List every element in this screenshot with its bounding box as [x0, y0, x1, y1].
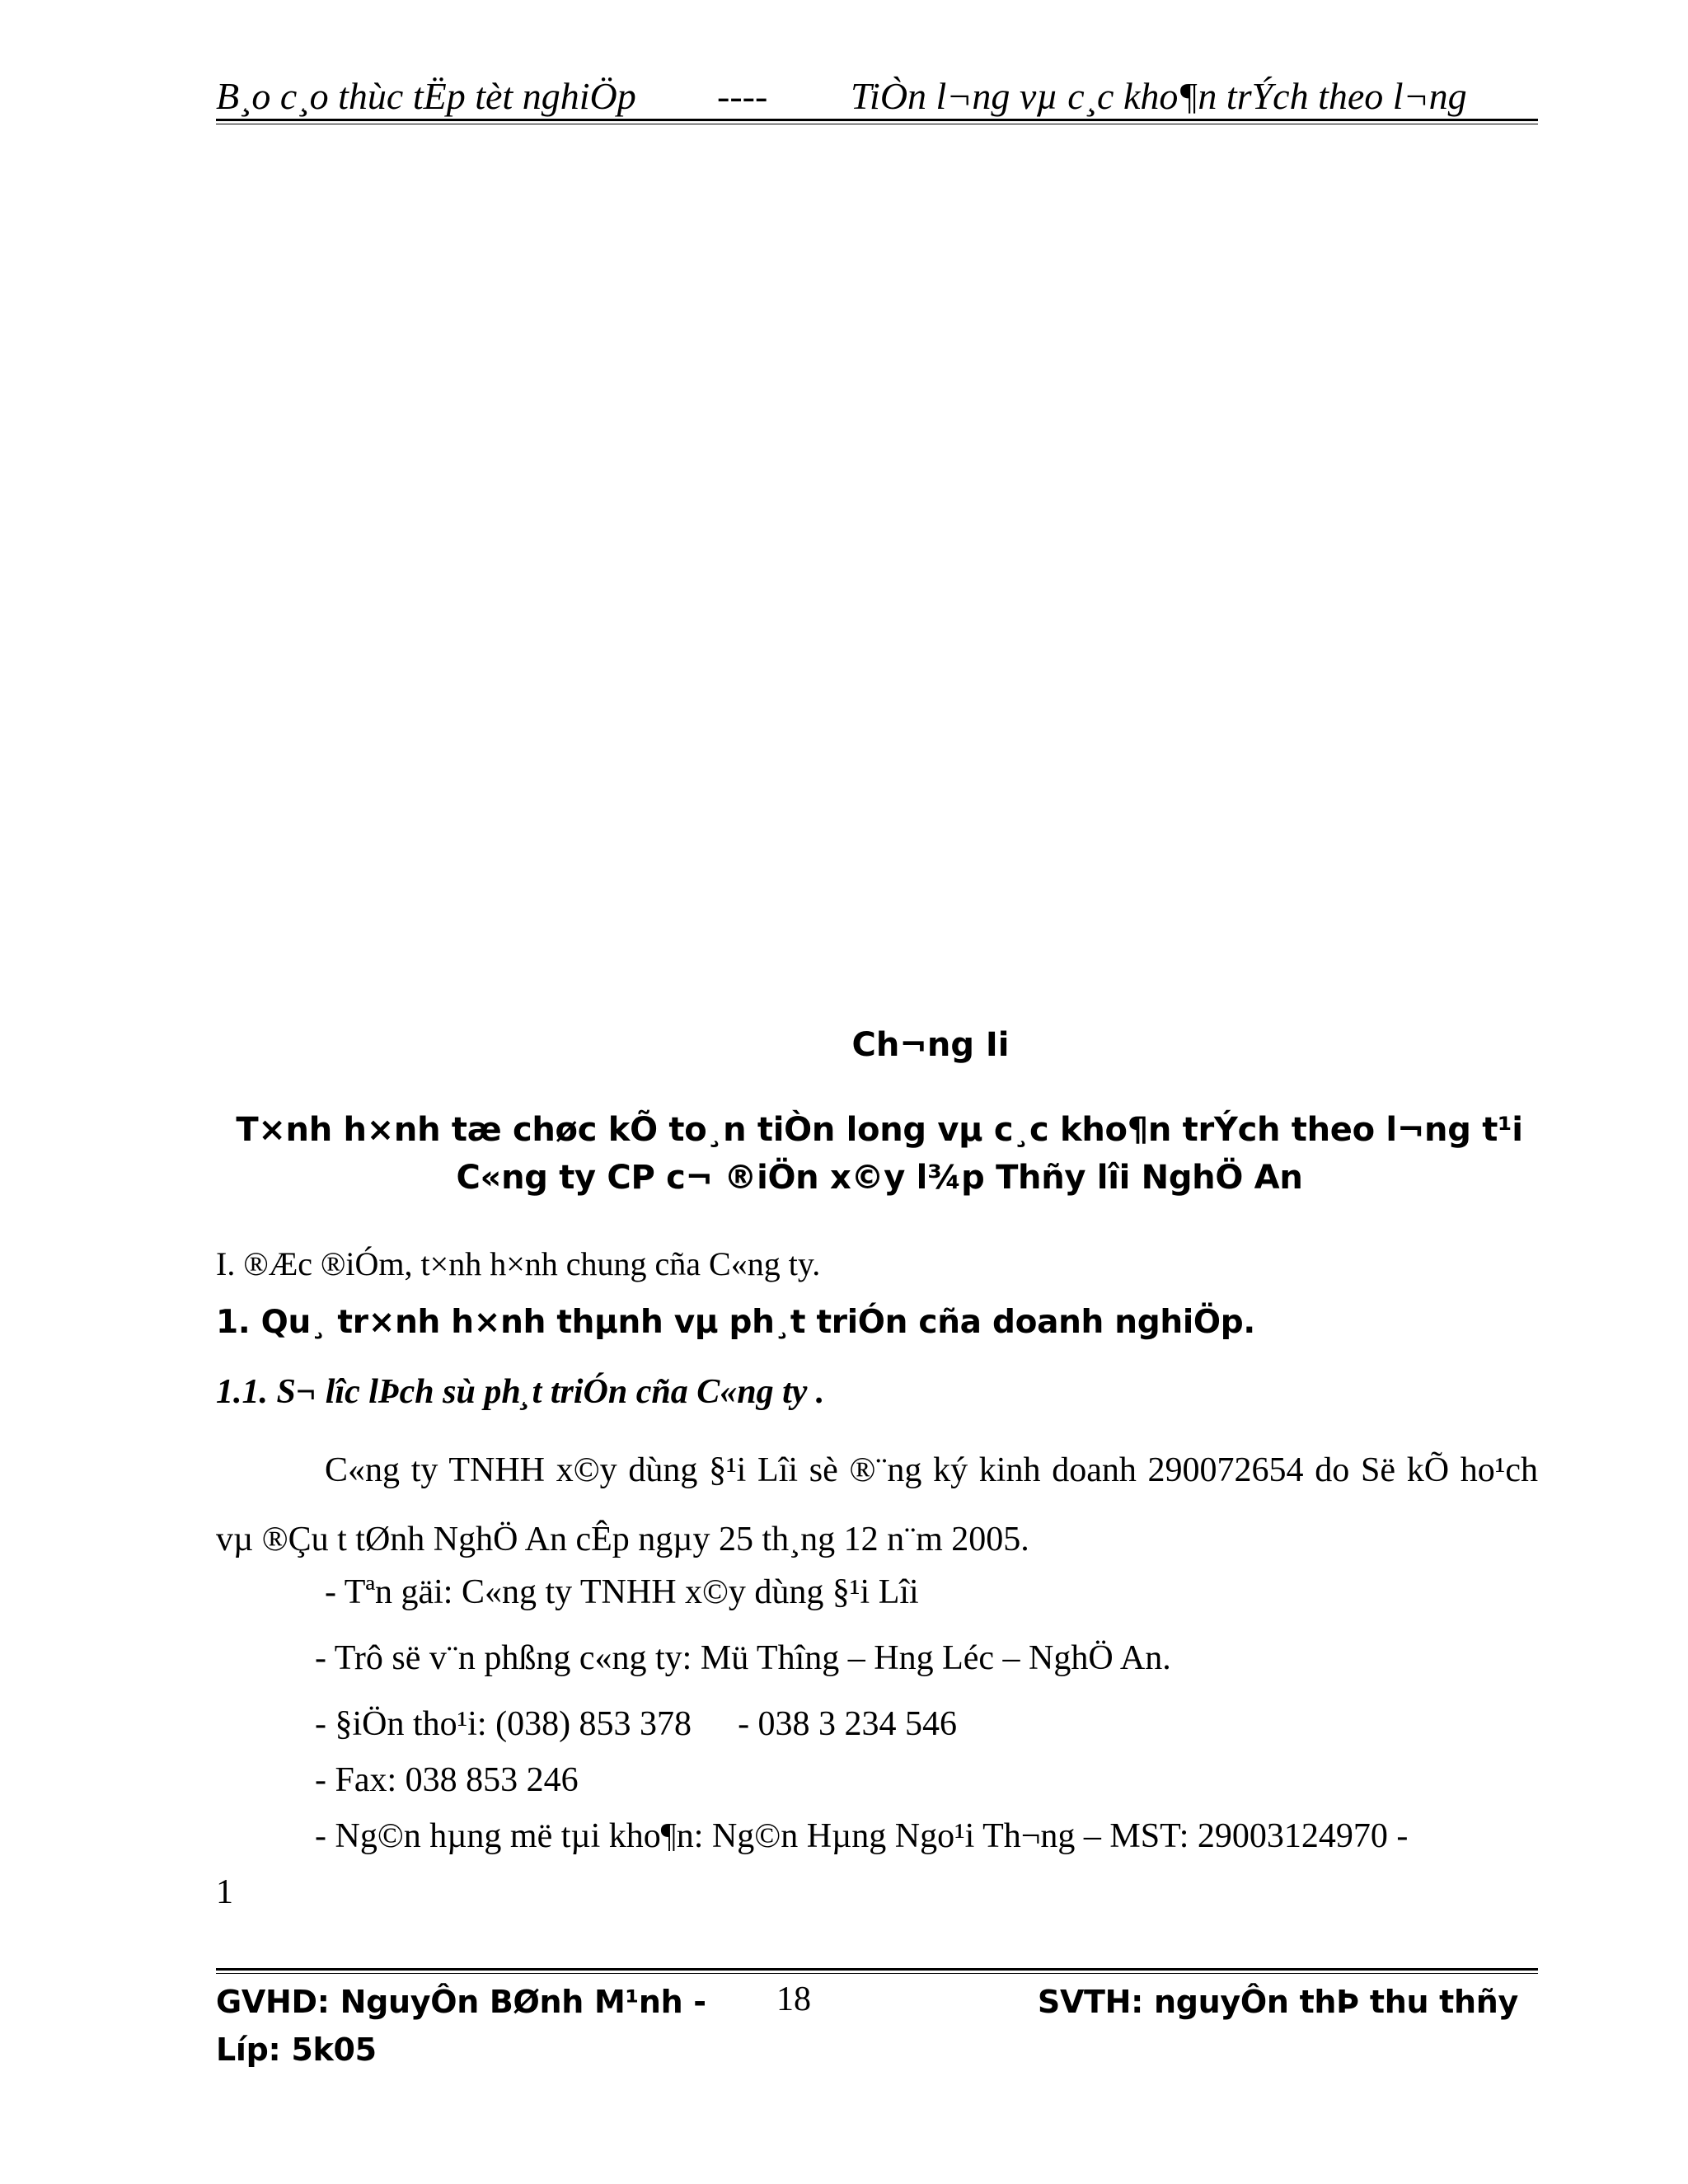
company-name-line: - Tªn gäi: C«ng ty TNHH x©y dùng §¹i Lîi [325, 1573, 919, 1611]
fax-line: - Fax: 038 853 246 [315, 1761, 579, 1799]
office-address-line: - Trô së v¨n phßng c«ng ty: Mü Thîng – Hng Léc – NghÖ An. [315, 1639, 1171, 1677]
heading-1-1: 1.1. S¬ lîc lÞch sù ph¸t triÓn cña C«ng ty . [216, 1373, 825, 1411]
header-rule [216, 119, 1538, 124]
header-topic-title: TiÒn l¬ng vµ c¸c kho¶n trÝch theo l¬ng [851, 75, 1467, 117]
bank-line-continued: 1 [216, 1873, 233, 1911]
page-footer [216, 1978, 1538, 2077]
heading-1: 1. Qu¸ tr×nh h×nh thµnh vµ ph¸t triÓn cña doanh nghiÖp. [216, 1304, 1255, 1341]
phone-secondary: - 038 3 234 546 [738, 1705, 958, 1743]
footer-student: SVTH: nguyÔn thÞ thu thñy [1037, 1984, 1518, 2020]
chapter-label: Ch¬ng Ii [851, 1026, 1010, 1064]
header-report-title: B¸o c¸o thùc tËp tèt nghiÖp [216, 75, 636, 117]
footer-rule [216, 1968, 1538, 1974]
header-separator: ---- [717, 75, 768, 117]
bank-line: - Ng©n hµng më tµi kho¶n: Ng©n Hµng Ngo¹i Th¬ng – MST: 29003124970 - [315, 1817, 1409, 1855]
phone-line [315, 1704, 957, 1744]
section-heading-i: I. ®Æc ®iÓm, t×nh h×nh chung cña C«ng ty. [216, 1245, 821, 1282]
page-number: 18 [776, 1980, 811, 2018]
footer-supervisor: GVHD: NguyÔn BØnh M¹nh - Líp: 5k05 [216, 1984, 706, 2068]
phone-primary: - §iÖn tho¹i: (038) 853 378 [315, 1705, 692, 1743]
intro-paragraph: C«ng ty TNHH x©y dùng §¹i Lîi sè ®¨ng ký kinh doanh 290072654 do Së kÕ ho¹ch vµ ®Çu t tØnh NghÖ An cÊp ngµy 25 th¸ng 12 n¨m 2005. [216, 1451, 1538, 1558]
page-header [216, 66, 1538, 124]
chapter-title: T×nh h×nh tæ chøc kÕ to¸n tiÒn long vµ c¸c kho¶n trÝch theo l¬ng t¹i C«ng ty CP c¬ ®iÖn x©y l¾p Thñy lîi NghÖ An [236, 1111, 1523, 1197]
